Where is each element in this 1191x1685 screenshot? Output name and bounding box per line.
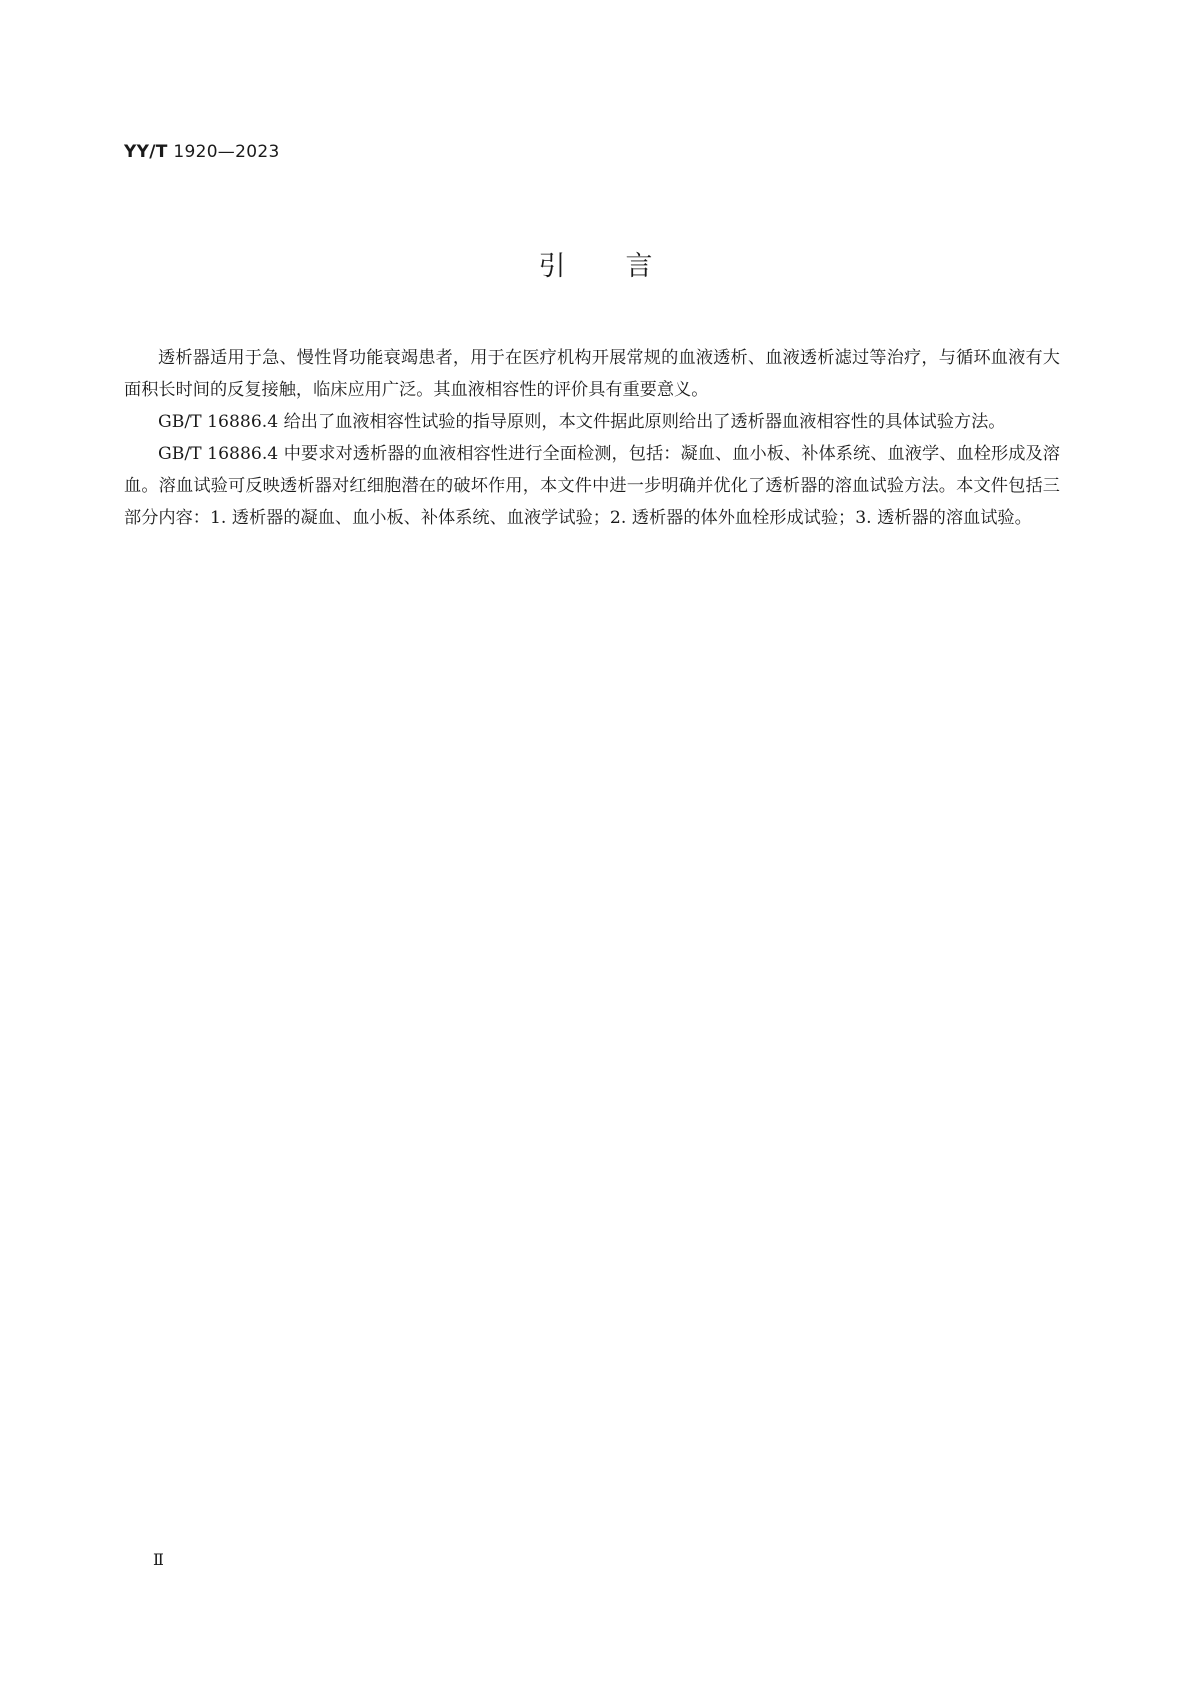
document-code	[124, 142, 280, 162]
document-code-prefix: YY/T	[124, 142, 168, 162]
document-code-number: 1920—2023	[167, 142, 280, 162]
paragraph-1: 透析器适用于急、慢性肾功能衰竭患者，用于在医疗机构开展常规的血液透析、血液透析滤过等治疗，与循环血液有大面积长时间的反复接触，临床应用广泛。其血液相容性的评价具有重要意义。	[124, 348, 1060, 400]
introduction-body	[124, 342, 1060, 534]
paragraph-2: GB/T 16886.4 给出了血液相容性试验的指导原则，本文件据此原则给出了透析器血液相容性的具体试验方法。	[158, 412, 1006, 432]
section-title: 引言	[538, 251, 713, 282]
page-number: Ⅱ	[153, 1550, 164, 1569]
paragraph-3: GB/T 16886.4 中要求对透析器的血液相容性进行全面检测，包括：凝血、血小板、补体系统、血液学、血栓形成及溶血。溶血试验可反映透析器对红细胞潜在的破坏作用，本文件中进一步明确并优化了透析器的溶血试验方法。本文件包括三部分内容：1. 透析器的凝血、血小板、补体系统、血液学试验；2. 透析器的体外血栓形成试验；3. 透析器的溶血试验。	[124, 444, 1060, 528]
